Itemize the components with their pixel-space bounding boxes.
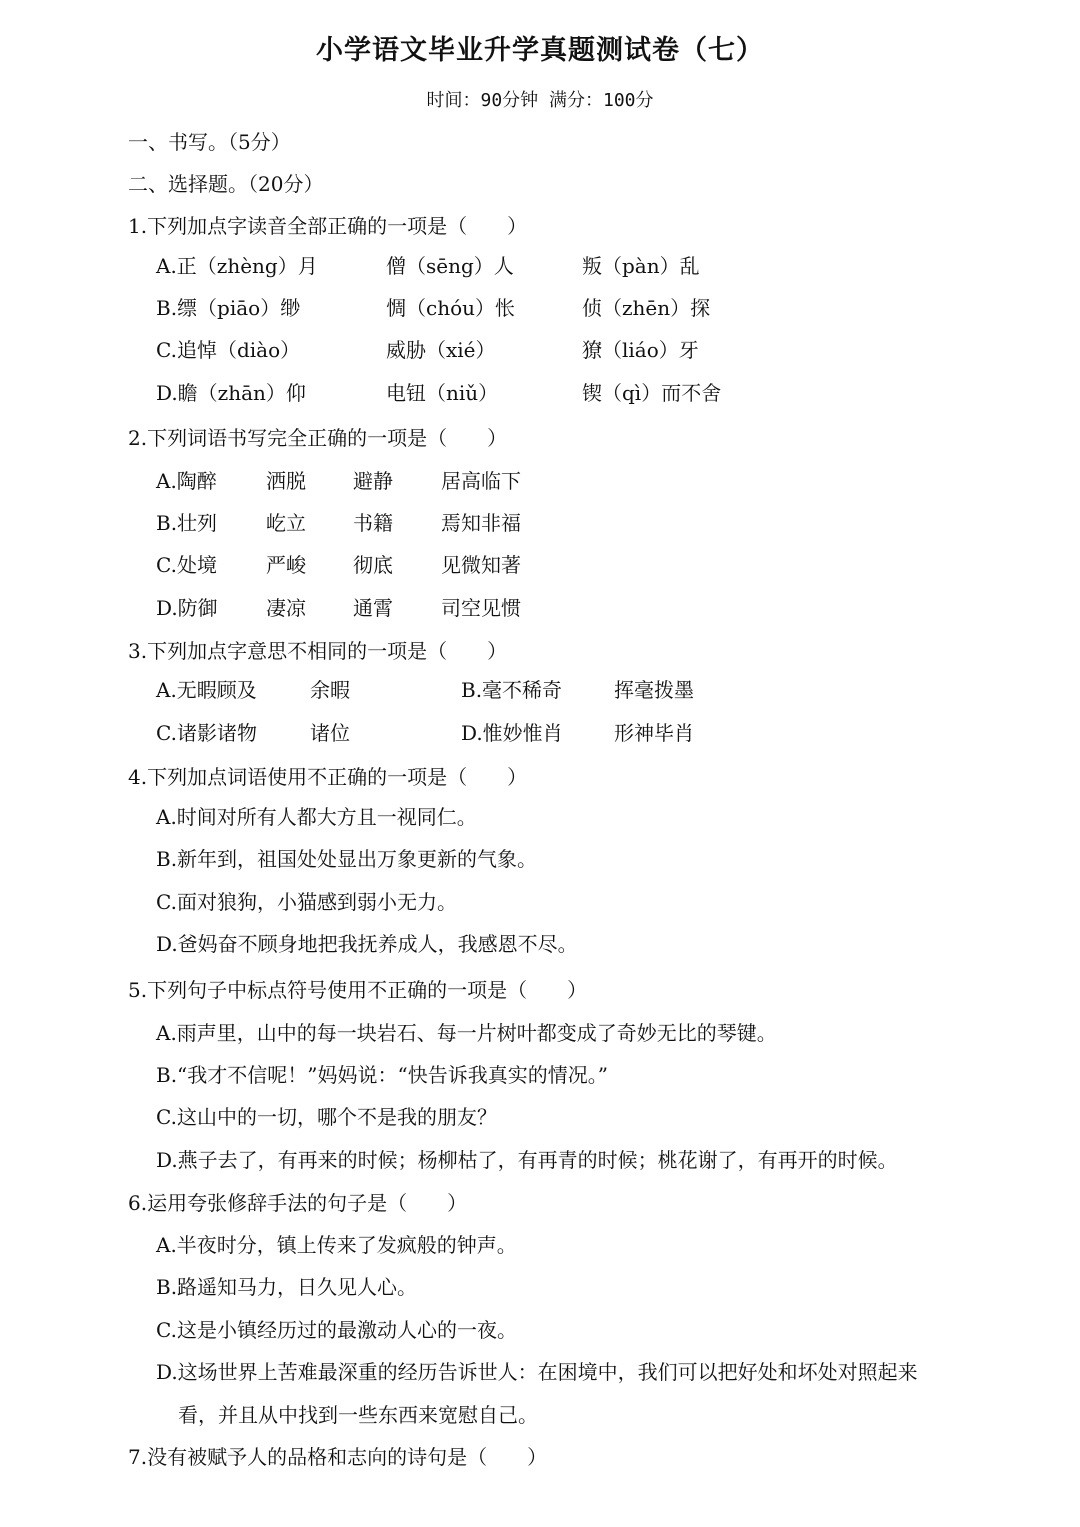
option-cell: 书籍 <box>353 511 393 535</box>
option-cell: D.防御 <box>156 596 218 620</box>
option-d: D.爸妈奋不顾身地把我抚养成人，我感恩不尽。 <box>156 932 578 956</box>
page-title: 小学语文毕业升学真题测试卷（七） <box>316 35 764 66</box>
option-cell: B.壮列 <box>156 511 218 535</box>
option-a: A.雨声里，山中的每一块岩石、每一片树叶都变成了奇妙无比的琴键。 <box>156 1021 777 1045</box>
option-cell: B.毫不稀奇 <box>461 678 563 702</box>
option-cell: 威胁（xié） <box>386 338 496 362</box>
option-b: B.新年到，祖国处处显出万象更新的气象。 <box>156 847 538 871</box>
question-1-stem: 1.下列加点字读音全部正确的一项是（ ） <box>128 214 528 238</box>
option-cell: C.追悼（diào） <box>156 338 301 362</box>
option-cell: D.瞻（zhān）仰 <box>156 381 306 405</box>
option-cell: 电钮（niǔ） <box>386 381 499 405</box>
option-cell: 彻底 <box>353 553 393 577</box>
option-cell: 叛（pàn）乱 <box>582 254 700 278</box>
option-c: C.面对狼狗，小猫感到弱小无力。 <box>156 890 457 914</box>
option-cell: 侦（zhēn）探 <box>582 296 711 320</box>
question-3-stem: 3.下列加点字意思不相同的一项是（ ） <box>128 639 508 663</box>
option-b: B.“我才不信呢！”妈妈说：“快告诉我真实的情况。” <box>156 1063 608 1087</box>
option-cell: 居高临下 <box>441 469 521 493</box>
option-cell: 惆（chóu）怅 <box>386 296 516 320</box>
question-4-stem: 4.下列加点词语使用不正确的一项是（ ） <box>128 765 528 789</box>
option-cell: 锲（qì）而不舍 <box>582 381 722 405</box>
option-cell: C.诸影诸物 <box>156 721 257 745</box>
option-d-continuation: 看，并且从中找到一些东西来宽慰自己。 <box>178 1403 538 1427</box>
option-cell: 严峻 <box>266 553 306 577</box>
option-cell: D.惟妙惟肖 <box>461 721 563 745</box>
option-c: C.这是小镇经历过的最激动人心的一夜。 <box>156 1318 517 1342</box>
option-d: D.这场世界上苦难最深重的经历告诉世人：在困境中，我们可以把好处和坏处对照起来 <box>156 1360 918 1384</box>
option-cell: 焉知非福 <box>441 511 521 535</box>
option-cell: 诸位 <box>310 721 350 745</box>
option-cell: B.缥（piāo）缈 <box>156 296 301 320</box>
option-cell: 通霄 <box>353 596 393 620</box>
option-a: A.时间对所有人都大方且一视同仁。 <box>156 805 477 829</box>
option-a: A.半夜时分，镇上传来了发疯般的钟声。 <box>156 1233 517 1257</box>
option-cell: C.处境 <box>156 553 217 577</box>
question-2-stem: 2.下列词语书写完全正确的一项是（ ） <box>128 426 508 450</box>
section-writing: 一、书写。（5分） <box>128 130 291 154</box>
question-5-stem: 5.下列句子中标点符号使用不正确的一项是（ ） <box>128 978 588 1002</box>
option-cell: 余暇 <box>310 678 350 702</box>
option-cell: 司空见惯 <box>441 596 521 620</box>
question-7-stem: 7.没有被赋予人的品格和志向的诗句是（ ） <box>128 1445 548 1469</box>
option-c: C.这山中的一切，哪个不是我的朋友？ <box>156 1105 497 1129</box>
exam-info: 时间：90分钟 满分：100分 <box>426 90 654 111</box>
section-choice: 二、选择题。（20分） <box>128 172 324 196</box>
option-cell: 避静 <box>353 469 393 493</box>
option-cell: 屹立 <box>266 511 306 535</box>
option-cell: A.陶醉 <box>156 469 217 493</box>
option-cell: A.正（zhèng）月 <box>156 254 318 278</box>
option-cell: 洒脱 <box>266 469 306 493</box>
option-cell: 见微知著 <box>441 553 521 577</box>
question-6-stem: 6.运用夸张修辞手法的句子是（ ） <box>128 1191 468 1215</box>
option-d: D.燕子去了，有再来的时候；杨柳枯了，有再青的时候；桃花谢了，有再开的时候。 <box>156 1148 898 1172</box>
option-cell: 僧（sēng）人 <box>386 254 514 278</box>
option-cell: 形神毕肖 <box>614 721 694 745</box>
option-b: B.路遥知马力，日久见人心。 <box>156 1275 418 1299</box>
option-cell: 凄凉 <box>266 596 306 620</box>
option-cell: A.无暇顾及 <box>156 678 257 702</box>
option-cell: 獠（liáo）牙 <box>582 338 699 362</box>
option-cell: 挥毫拨墨 <box>614 678 694 702</box>
